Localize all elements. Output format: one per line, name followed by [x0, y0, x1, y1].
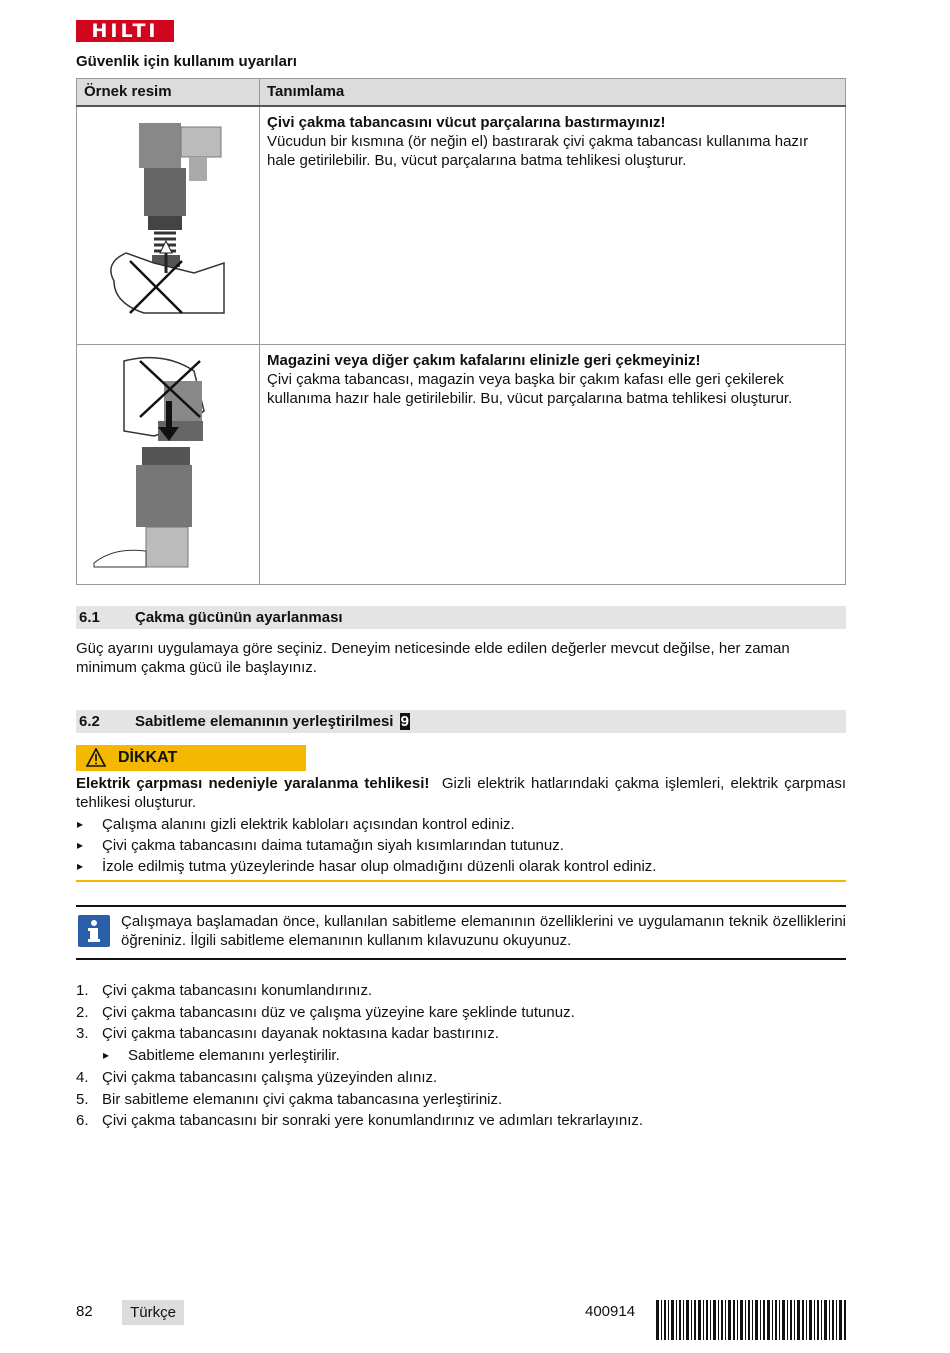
- description-cell: [260, 106, 846, 345]
- section-6-1-text: Güç ayarını uygulamaya göre seçiniz. Deneyim neticesinde elde edilen değerler mevcut değilse, her zaman minimum çakma gücü ile başlayınız.: [76, 640, 790, 676]
- list-item: ▸ Çalışma alanını gizli elektrik kabloları açısından kontrol ediniz.: [76, 814, 846, 835]
- step-item: 5. Bir sabitleme elemanını çivi çakma tabancasına yerleştiriniz.: [76, 1090, 503, 1108]
- warning-text: Çivi çakma tabancası, magazin veya başka bir çakım kafası elle geri çekilerek kullanıma hazır hale getirilebilir. Bu, vücut parçalarına batma tehlikesi oluşturur.: [267, 370, 793, 407]
- info-bottom-rule: [76, 958, 846, 960]
- list-item: ▸ İzole edilmiş tutma yüzeylerinde hasar olup olmadığını düzenli olarak kontrol ediniz.: [76, 856, 846, 877]
- barcode-image: [656, 1300, 846, 1340]
- section-6-2-heading: 6.2 Sabitleme elemanının yerleştirilmesi 9: [76, 710, 846, 733]
- hand-press-tool-illustration: [84, 113, 252, 333]
- table-header-description: Tanımlama: [260, 79, 846, 106]
- info-text: Çalışmaya başlamadan önce, kullanılan sabitleme elemanının özelliklerini ve uygulamanın teknik özelliklerini öğreniniz. İlgili sabitleme elemanının kullanım kılavuzunu okuyunuz.: [121, 913, 846, 949]
- step-item: 1. Çivi çakma tabancasını konumlandırınız.: [76, 982, 373, 999]
- safety-table: [76, 78, 846, 585]
- language-label: Türkçe: [122, 1300, 184, 1325]
- info-top-rule: [76, 905, 846, 907]
- caution-banner: DİKKAT: [76, 745, 306, 771]
- warning-heading: Magazini veya diğer çakım kafalarını elinizle geri çekmeyiniz!: [267, 351, 701, 369]
- caution-heading: Elektrik çarpması nedeniyle yaralanma tehlikesi!: [76, 775, 430, 792]
- step-result: ▸ Sabitleme elemanını yerleştirilir.: [76, 1045, 846, 1067]
- page-number: 82: [76, 1303, 93, 1320]
- illustration-cell: [77, 344, 260, 584]
- caution-divider: [76, 880, 846, 882]
- figure-ref-badge: 9: [400, 713, 409, 730]
- hilti-logo: HILTI: [76, 20, 174, 42]
- instruction-steps: [76, 980, 846, 1132]
- table-row: [77, 106, 846, 345]
- table-header-image: Örnek resim: [77, 79, 260, 106]
- warning-triangle-icon: [86, 748, 106, 767]
- caution-text: Gizli elektrik hatlarındaki çakma işlemleri, elektrik çarpması tehlikesi oluşturur.: [76, 775, 846, 811]
- hand-pull-magazine-illustration: [84, 351, 252, 573]
- step-item: 6. Çivi çakma tabancasını bir sonraki yere konumlandırınız ve adımları tekrarlayınız.: [76, 1112, 644, 1130]
- section-6-1-heading: 6.1 Çakma gücünün ayarlanması: [76, 606, 846, 629]
- warning-heading: Çivi çakma tabancasını vücut parçalarına bastırmayınız!: [267, 113, 666, 131]
- step-item: 4. Çivi çakma tabancasını çalışma yüzeyinden alınız.: [76, 1068, 438, 1086]
- list-item: ▸ Çivi çakma tabancasını daima tutamağın siyah kısımlarından tutunuz.: [76, 835, 846, 856]
- safety-section-title: Güvenlik için kullanım uyarıları: [76, 53, 297, 70]
- table-row: [77, 344, 846, 584]
- description-cell: [260, 344, 846, 584]
- warning-text: Vücudun bir kısmına (ör neğin el) bastırarak çivi çakma tabancası kullanıma hazır hale getirilebilir. Bu, vücut parçalarına batma tehlikesi oluşturur.: [267, 132, 809, 169]
- illustration-cell: [77, 106, 260, 345]
- step-item: 3. Çivi çakma tabancasını dayanak noktasına kadar bastırınız.: [76, 1025, 499, 1043]
- info-icon: [78, 915, 110, 947]
- caution-message: [76, 774, 846, 812]
- caution-bullet-list: [76, 814, 846, 877]
- document-number: 400914: [585, 1303, 636, 1320]
- step-item: 2. Çivi çakma tabancasını düz ve çalışma yüzeyine kare şeklinde tutunuz.: [76, 1003, 575, 1021]
